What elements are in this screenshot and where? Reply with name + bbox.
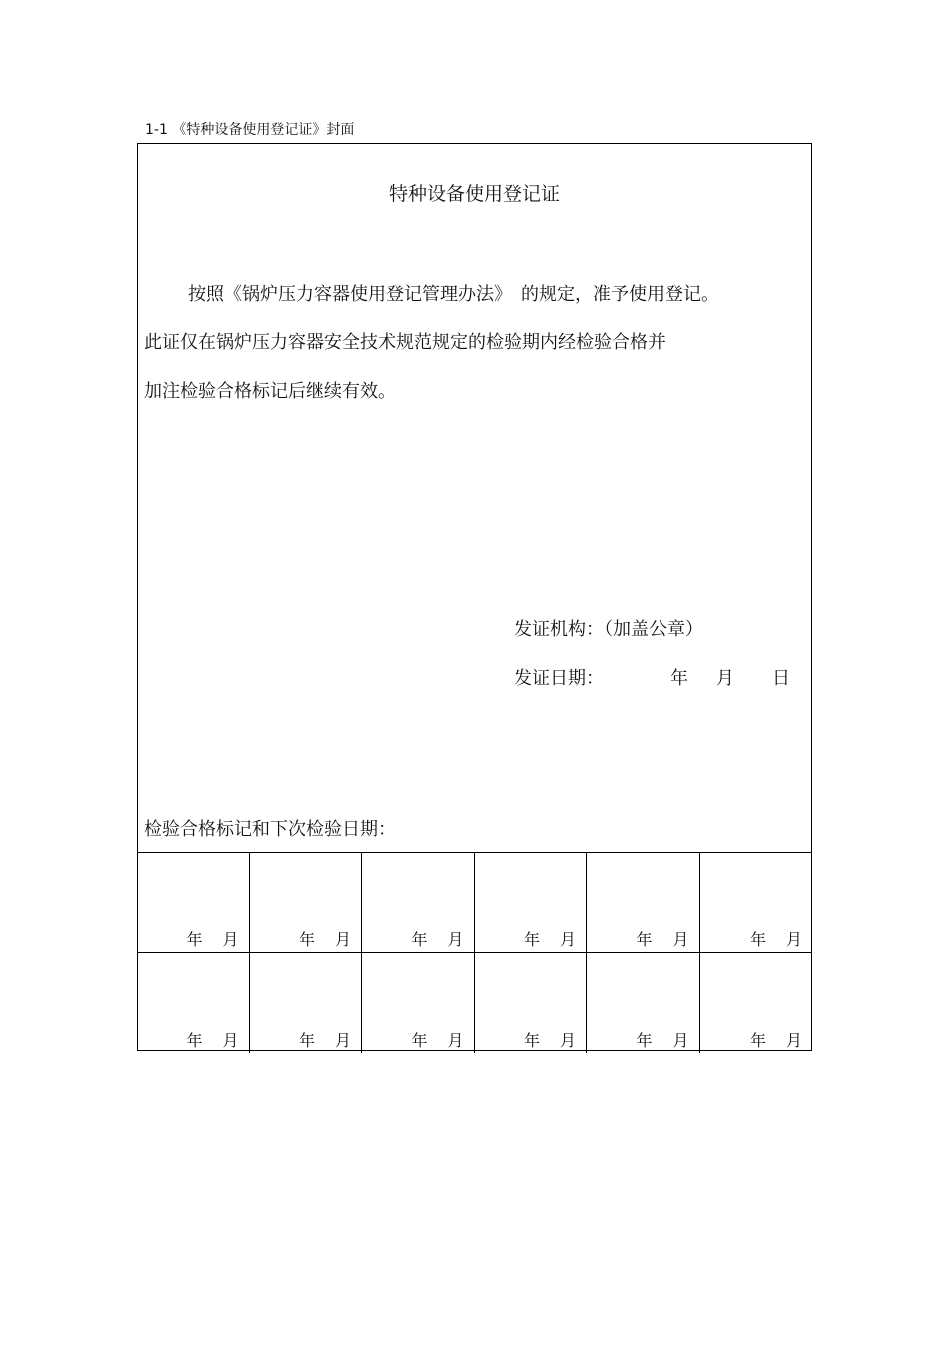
body-line-1: 按照《锅炉压力容器使用登记管理办法》 的规定，准予使用登记。 [188, 284, 719, 305]
issuing-org-label: 发证机构：（加盖公章） [514, 619, 703, 640]
inspection-cell: 年 月 [749, 1031, 802, 1050]
inspection-cell: 年 月 [475, 953, 588, 1053]
inspection-cell: 年 月 [587, 853, 700, 953]
certificate-title: 特种设备使用登记证 [388, 183, 560, 205]
inspection-marks-label: 检验合格标记和下次检验日期： [144, 819, 396, 840]
inspection-cell: 年 月 [362, 853, 475, 953]
inspection-cell: 年 月 [250, 853, 363, 953]
inspection-cell: 年 月 [475, 853, 588, 953]
inspection-cell: 年 月 [250, 953, 363, 1053]
issue-date-day: 日 [772, 668, 790, 689]
inspection-cell: 年 月 [137, 953, 250, 1053]
body-line-3: 加注检验合格标记后继续有效。 [144, 381, 396, 402]
page-caption: 1-1 《特种设备使用登记证》封面 [145, 122, 355, 138]
inspection-cell: 年 月 [700, 853, 813, 953]
issue-date-year: 年 [670, 668, 688, 689]
inspection-cell: 年 月 [137, 853, 250, 953]
body-line-2: 此证仅在锅炉压力容器安全技术规范规定的检验期内经检验合格并 [144, 332, 666, 353]
certificate-cover [137, 143, 812, 1051]
inspection-grid [137, 852, 812, 1053]
issue-date-month: 月 [716, 668, 734, 689]
issue-date-label: 发证日期： [514, 668, 604, 689]
inspection-cell: 年 月 [587, 953, 700, 1053]
inspection-cell: 年 月 [362, 953, 475, 1053]
